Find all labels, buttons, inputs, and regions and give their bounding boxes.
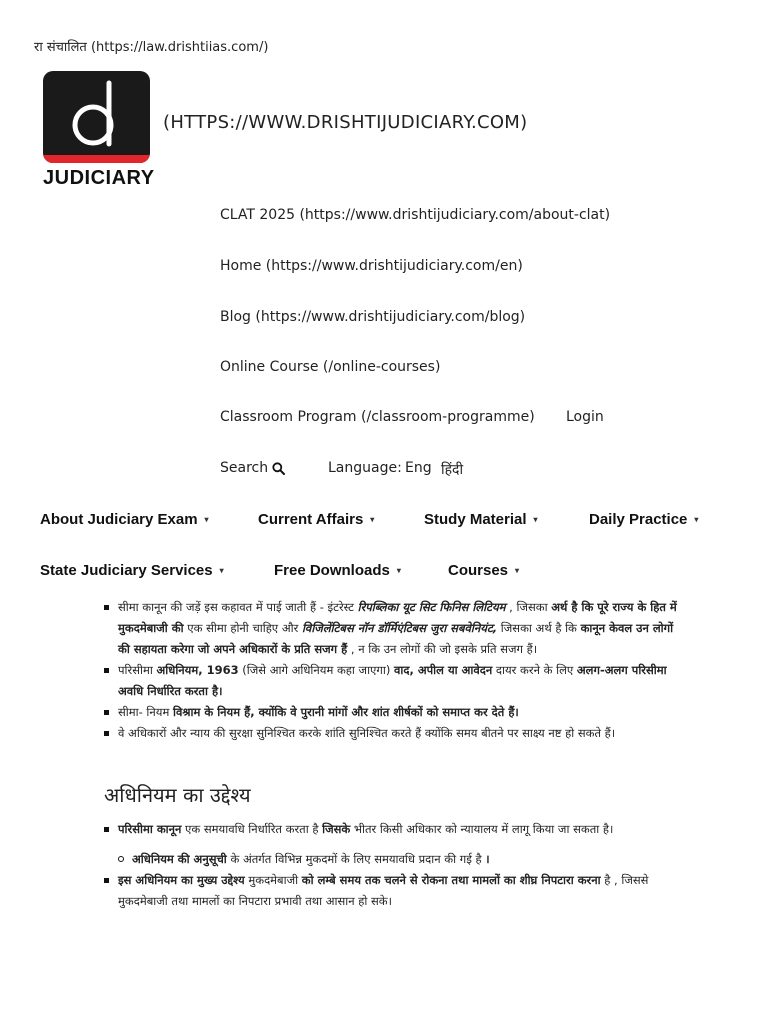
- logo-badge: [43, 71, 150, 163]
- search-label: Search: [220, 460, 269, 476]
- bullet-marker: [104, 878, 109, 883]
- list-item: परिसीमा कानून एक समयावधि निर्धारित करता है जिसके भीतर किसी अधिकार को न्यायालय में लागू किया जा सकता है।: [104, 819, 684, 840]
- menu-label: About Judiciary Exam: [40, 511, 198, 528]
- sub-list-item: अधिनियम की अनुसूची के अंतर्गत विभिन्न मुकदमों के लिए समयावधि प्रदान की गई है ।: [118, 849, 684, 870]
- menu-state-judiciary-services[interactable]: [40, 562, 224, 579]
- caret-down-icon: ▾: [533, 515, 538, 524]
- menu-label: Free Downloads: [274, 562, 390, 579]
- language-hindi[interactable]: हिंदी: [441, 462, 464, 478]
- menu-label: State Judiciary Services: [40, 562, 213, 579]
- login-link[interactable]: Login: [566, 409, 604, 425]
- caret-down-icon: ▾: [694, 515, 699, 524]
- nav-link-clat[interactable]: CLAT 2025 (https://www.drishtijudiciary.com/about-clat): [220, 207, 611, 223]
- menu-courses[interactable]: [448, 562, 519, 579]
- menu-current-affairs[interactable]: [258, 511, 374, 528]
- caret-down-icon: ▾: [396, 566, 401, 575]
- menu-label: Daily Practice: [589, 511, 688, 528]
- logo-red-bar: [43, 155, 150, 163]
- menu-label: Study Material: [424, 511, 527, 528]
- bullet-marker: [104, 710, 109, 715]
- nav-link-blog[interactable]: Blog (https://www.drishtijudiciary.com/blog): [220, 309, 526, 325]
- list-item: सीमा- नियम विश्राम के नियम हैं, क्योंकि वे पुरानी मांगों और शांत शीर्षकों को समाप्त कर देते हैं।: [104, 702, 684, 723]
- section-content: [104, 819, 684, 912]
- caret-down-icon: ▾: [219, 566, 224, 575]
- menu-study-material[interactable]: [424, 511, 538, 528]
- bullet-marker: [104, 731, 109, 736]
- article-intro: [104, 597, 684, 744]
- judiciary-logo[interactable]: [43, 71, 155, 189]
- search-icon: [272, 462, 285, 475]
- caret-down-icon: ▾: [204, 515, 209, 524]
- caret-down-icon: ▾: [515, 566, 520, 575]
- caret-down-icon: ▾: [370, 515, 375, 524]
- operated-by-link[interactable]: रा संचालित (https://law.drishtiias.com/): [34, 40, 269, 55]
- menu-free-downloads[interactable]: [274, 562, 401, 579]
- section-heading: अधिनियम का उद्देश्य: [104, 783, 251, 807]
- nav-link-classroom[interactable]: Classroom Program (/classroom-programme): [220, 409, 535, 425]
- bullet-marker: [104, 827, 109, 832]
- bullet-marker: [104, 605, 109, 610]
- search-button[interactable]: [220, 460, 285, 476]
- list-item: वे अधिकारों और न्याय की सुरक्षा सुनिश्चित करके शांति सुनिश्चित करते हैं क्योंकि समय बीतने पर साक्ष्य नष्ट हो सकते हैं।: [104, 723, 684, 744]
- circle-bullet-marker: [118, 856, 124, 862]
- menu-label: Courses: [448, 562, 509, 579]
- language-english[interactable]: Eng: [405, 460, 432, 476]
- nav-link-online-course[interactable]: Online Course (/online-courses): [220, 359, 441, 375]
- language-label: Language:: [328, 460, 402, 476]
- bullet-marker: [104, 668, 109, 673]
- list-item: परिसीमा अधिनियम, 1963 (जिसे आगे अधिनियम कहा जाएगा) वाद, अपील या आवेदन दायर करने के लिए अलग-अलग परिसीमा अवधि निर्धारित करता है।: [104, 660, 684, 702]
- site-home-link[interactable]: (HTTPS://WWW.DRISHTIJUDICIARY.COM): [163, 112, 528, 133]
- nav-link-home[interactable]: Home (https://www.drishtijudiciary.com/en): [220, 258, 523, 274]
- menu-daily-practice[interactable]: [589, 511, 698, 528]
- menu-label: Current Affairs: [258, 511, 364, 528]
- logo-d-glyph: [43, 71, 150, 163]
- logo-wordmark: JUDICIARY: [43, 167, 155, 189]
- list-item: सीमा कानून की जड़ें इस कहावत में पाई जाती हैं - इंटरेस्ट रिपब्लिका यूट सिट फिनिस लिटियम , जिसका अर्थ है कि पूरे राज्य के हित में मुकदमेबाजी की एक सीमा होनी चाहिए और विजिलेंटिबस नॉन डॉर्मिएंटिबस जुरा सबवेनियंट, जिसका अर्थ है कि कानून केवल उन लोगों की सहायता करेगा जो अपने अधिकारों के प्रति सजग हैं , न कि उन लोगों की जो इसके प्रति सजग हैं।: [104, 597, 684, 660]
- menu-about-judiciary-exam[interactable]: [40, 511, 209, 528]
- list-item: इस अधिनियम का मुख्य उद्देश्य मुकदमेबाजी को लम्बे समय तक चलने से रोकना तथा मामलों का शीघ्र निपटारा करना है , जिससे मुकदमेबाजी तथा मामलों का निपटारा प्रभावी तथा आसान हो सके।: [104, 870, 684, 912]
